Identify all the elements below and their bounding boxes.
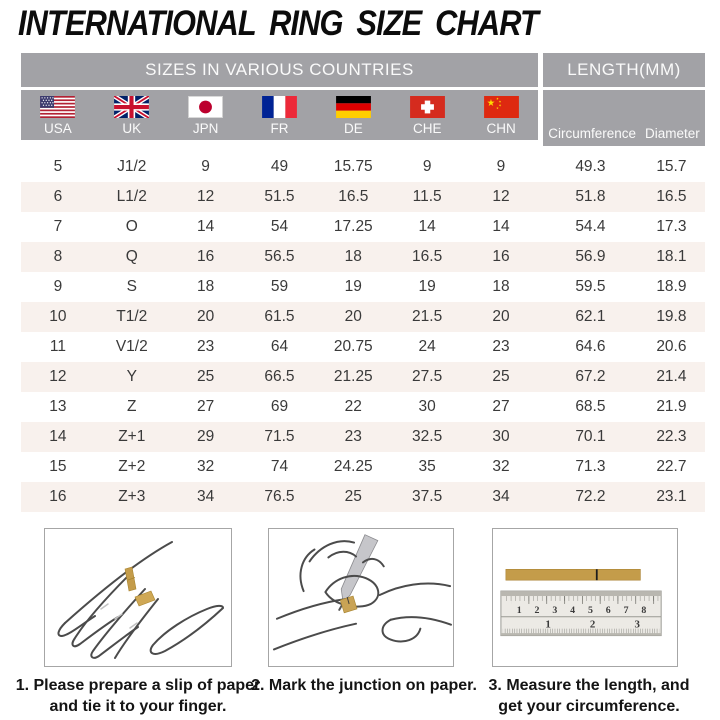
table-row xyxy=(21,272,705,302)
ruler-cm-number: 2 xyxy=(534,604,540,616)
uk-flag-icon xyxy=(114,96,149,118)
switzerland-flag-icon xyxy=(410,96,445,118)
usa-flag-icon xyxy=(40,96,75,118)
step-3-illustration-box xyxy=(492,528,678,667)
cell-chn: 23 xyxy=(492,338,510,355)
ruler-measuring-strip-illustration xyxy=(493,529,677,666)
cell-fr: 64 xyxy=(270,338,289,355)
table-row xyxy=(21,302,705,332)
table-row xyxy=(21,362,705,392)
cell-che: 16.5 xyxy=(412,248,443,265)
cell-diameter: 17.3 xyxy=(656,218,687,235)
cell-che: 11.5 xyxy=(412,188,442,205)
cell-chn: 34 xyxy=(492,488,510,505)
country-label: JPN xyxy=(192,120,219,136)
ruler-inch-number: 2 xyxy=(589,618,596,631)
cell-circumference: 67.2 xyxy=(575,368,606,385)
cell-de: 25 xyxy=(344,488,362,505)
cell-uk: L1/2 xyxy=(116,188,147,205)
country-label: USA xyxy=(44,120,72,136)
cell-chn: 14 xyxy=(492,218,510,235)
cell-uk: Y xyxy=(126,368,137,385)
cell-jpn: 12 xyxy=(196,188,215,205)
cell-usa: 15 xyxy=(49,458,67,475)
cell-che: 32.5 xyxy=(412,428,443,445)
cell-chn: 12 xyxy=(492,188,510,205)
country-label: CHN xyxy=(486,120,516,136)
cell-che: 14 xyxy=(418,218,436,235)
cell-jpn: 32 xyxy=(196,458,215,475)
cell-de: 15.75 xyxy=(333,158,373,175)
country-label: FR xyxy=(270,120,289,136)
caption-line: get your circumference. xyxy=(498,697,680,715)
country-label: UK xyxy=(122,120,142,136)
cell-usa: 12 xyxy=(49,368,67,385)
cell-de: 18 xyxy=(344,248,362,265)
cell-usa: 5 xyxy=(53,158,63,175)
cell-usa: 11 xyxy=(49,338,66,355)
cell-diameter: 20.6 xyxy=(656,338,687,355)
cell-de: 23 xyxy=(344,428,362,445)
cell-diameter: 23.1 xyxy=(656,488,687,505)
cell-uk: Q xyxy=(125,248,138,265)
cell-de: 19 xyxy=(344,278,362,295)
cell-diameter: 21.9 xyxy=(656,398,687,415)
cell-uk: T1/2 xyxy=(116,308,148,325)
cell-circumference: 70.1 xyxy=(575,428,606,445)
cell-jpn: 27 xyxy=(196,398,215,415)
cell-fr: 51.5 xyxy=(264,188,295,205)
country-header-uk xyxy=(95,90,169,140)
table-row xyxy=(21,392,705,422)
country-header-che xyxy=(390,90,464,140)
country-header-de xyxy=(316,90,390,140)
step-3-caption xyxy=(461,676,717,718)
table-row xyxy=(21,332,705,362)
table-row xyxy=(21,242,705,272)
cell-chn: 16 xyxy=(492,248,510,265)
cell-chn: 27 xyxy=(492,398,510,415)
cell-chn: 9 xyxy=(496,158,506,175)
cell-jpn: 16 xyxy=(196,248,215,265)
cell-jpn: 34 xyxy=(196,488,215,505)
cell-usa: 10 xyxy=(49,308,67,325)
table-row xyxy=(21,422,705,452)
cell-jpn: 18 xyxy=(196,278,215,295)
country-header-fr xyxy=(243,90,317,140)
france-flag-icon xyxy=(262,96,297,118)
caption-line: and tie it to your finger. xyxy=(49,697,227,715)
cell-de: 20.75 xyxy=(333,338,373,355)
cell-jpn: 20 xyxy=(196,308,215,325)
cell-chn: 20 xyxy=(492,308,510,325)
cell-usa: 9 xyxy=(53,278,63,295)
cell-che: 21.5 xyxy=(412,308,443,325)
marking-pen-on-finger-illustration xyxy=(269,529,453,666)
cell-circumference: 62.1 xyxy=(575,308,606,325)
ruler-cm-number: 3 xyxy=(552,604,558,616)
cell-fr: 49 xyxy=(270,158,289,175)
cell-usa: 14 xyxy=(49,428,67,445)
length-header-row xyxy=(543,90,705,146)
cell-uk: Z xyxy=(127,398,137,415)
size-chart-table xyxy=(21,53,705,512)
cell-circumference: 72.2 xyxy=(575,488,606,505)
cell-circumference: 71.3 xyxy=(575,458,606,475)
cell-che: 19 xyxy=(418,278,436,295)
diameter-header: Diameter xyxy=(645,125,700,141)
cell-diameter: 16.5 xyxy=(656,188,687,205)
cell-chn: 18 xyxy=(492,278,510,295)
cell-de: 24.25 xyxy=(333,458,373,475)
cell-diameter: 19.8 xyxy=(656,308,687,325)
size-table-body xyxy=(21,152,705,512)
cell-usa: 16 xyxy=(49,488,67,505)
country-label: DE xyxy=(343,120,363,136)
cell-circumference: 49.3 xyxy=(575,158,606,175)
cell-diameter: 22.3 xyxy=(656,428,687,445)
cell-diameter: 22.7 xyxy=(656,458,687,475)
cell-jpn: 25 xyxy=(196,368,215,385)
country-header-jpn xyxy=(169,90,243,140)
cell-fr: 69 xyxy=(270,398,289,415)
ruler-inch-number: 1 xyxy=(545,618,551,631)
cell-che: 35 xyxy=(418,458,436,475)
country-header-row xyxy=(21,90,538,140)
table-row xyxy=(21,212,705,242)
cell-uk: O xyxy=(125,218,138,235)
cell-uk: S xyxy=(126,278,137,295)
cell-che: 37.5 xyxy=(412,488,443,505)
group-header-length: LENGTH(MM) xyxy=(543,53,705,87)
table-row xyxy=(21,482,705,512)
cell-chn: 32 xyxy=(492,458,510,475)
table-row xyxy=(21,152,705,182)
cell-chn: 25 xyxy=(492,368,510,385)
cell-fr: 71.5 xyxy=(264,428,295,445)
cell-fr: 56.5 xyxy=(264,248,295,265)
country-header-usa xyxy=(21,90,95,140)
cell-de: 22 xyxy=(344,398,362,415)
cell-circumference: 59.5 xyxy=(575,278,606,295)
ruler-cm-number: 8 xyxy=(641,604,647,616)
cell-fr: 74 xyxy=(270,458,289,475)
cell-che: 30 xyxy=(418,398,436,415)
cell-jpn: 14 xyxy=(196,218,215,235)
ruler-inch-number: 3 xyxy=(634,618,640,631)
table-header xyxy=(21,53,705,146)
caption-line: 3. Measure the length, and xyxy=(488,677,690,694)
cell-diameter: 21.4 xyxy=(656,368,687,385)
ruler-cm-number: 6 xyxy=(605,604,611,616)
cell-fr: 61.5 xyxy=(264,308,295,325)
cell-usa: 13 xyxy=(49,398,67,415)
japan-flag-icon xyxy=(188,96,223,118)
country-label: CHE xyxy=(412,120,442,136)
ruler-cm-number: 4 xyxy=(570,604,576,616)
cell-chn: 30 xyxy=(492,428,510,445)
cell-fr: 59 xyxy=(270,278,289,295)
cell-uk: Z+3 xyxy=(118,488,146,505)
cell-jpn: 29 xyxy=(196,428,215,445)
cell-jpn: 23 xyxy=(196,338,215,355)
table-row xyxy=(21,182,705,212)
table-row xyxy=(21,452,705,482)
cell-fr: 54 xyxy=(270,218,289,235)
cell-uk: Z+2 xyxy=(118,458,146,475)
country-header-chn xyxy=(464,90,538,140)
cell-fr: 66.5 xyxy=(264,368,295,385)
ruler-cm-number: 1 xyxy=(516,604,522,616)
china-flag-icon xyxy=(484,96,519,118)
cell-che: 9 xyxy=(422,158,432,175)
cell-usa: 8 xyxy=(53,248,63,265)
cell-de: 20 xyxy=(344,308,362,325)
cell-diameter: 15.7 xyxy=(656,158,687,175)
cell-circumference: 51.8 xyxy=(575,188,606,205)
circumference-header: Circumference xyxy=(548,125,636,141)
step-1-caption xyxy=(10,676,266,718)
page-title: INTERNATIONAL RING SIZE CHART xyxy=(18,4,538,43)
step-2-caption xyxy=(236,676,492,697)
cell-circumference: 54.4 xyxy=(575,218,606,235)
cell-uk: J1/2 xyxy=(117,158,147,175)
hand-with-paper-strip-illustration xyxy=(45,529,231,666)
cell-fr: 76.5 xyxy=(264,488,295,505)
germany-flag-icon xyxy=(336,96,371,118)
cell-uk: Z+1 xyxy=(118,428,146,445)
cell-circumference: 64.6 xyxy=(575,338,606,355)
cell-che: 27.5 xyxy=(412,368,443,385)
cell-usa: 7 xyxy=(53,218,63,235)
cell-de: 21.25 xyxy=(333,368,373,385)
cell-de: 16.5 xyxy=(338,188,369,205)
step-1-illustration-box xyxy=(44,528,232,667)
cell-uk: V1/2 xyxy=(115,338,148,355)
ruler-cm-number: 7 xyxy=(623,604,629,616)
cell-circumference: 68.5 xyxy=(575,398,606,415)
cell-diameter: 18.1 xyxy=(656,248,687,265)
cell-usa: 6 xyxy=(53,188,63,205)
caption-line: 2. Mark the junction on paper. xyxy=(251,677,477,694)
cell-diameter: 18.9 xyxy=(656,278,687,295)
cell-circumference: 56.9 xyxy=(575,248,606,265)
caption-line: 1. Please prepare a slip of paper xyxy=(15,677,261,694)
cell-jpn: 9 xyxy=(201,158,210,175)
cell-de: 17.25 xyxy=(333,218,373,235)
step-2-illustration-box xyxy=(268,528,454,667)
group-header-countries: SIZES IN VARIOUS COUNTRIES xyxy=(21,53,538,87)
ruler-cm-number: 5 xyxy=(587,604,593,616)
cell-che: 24 xyxy=(418,338,436,355)
